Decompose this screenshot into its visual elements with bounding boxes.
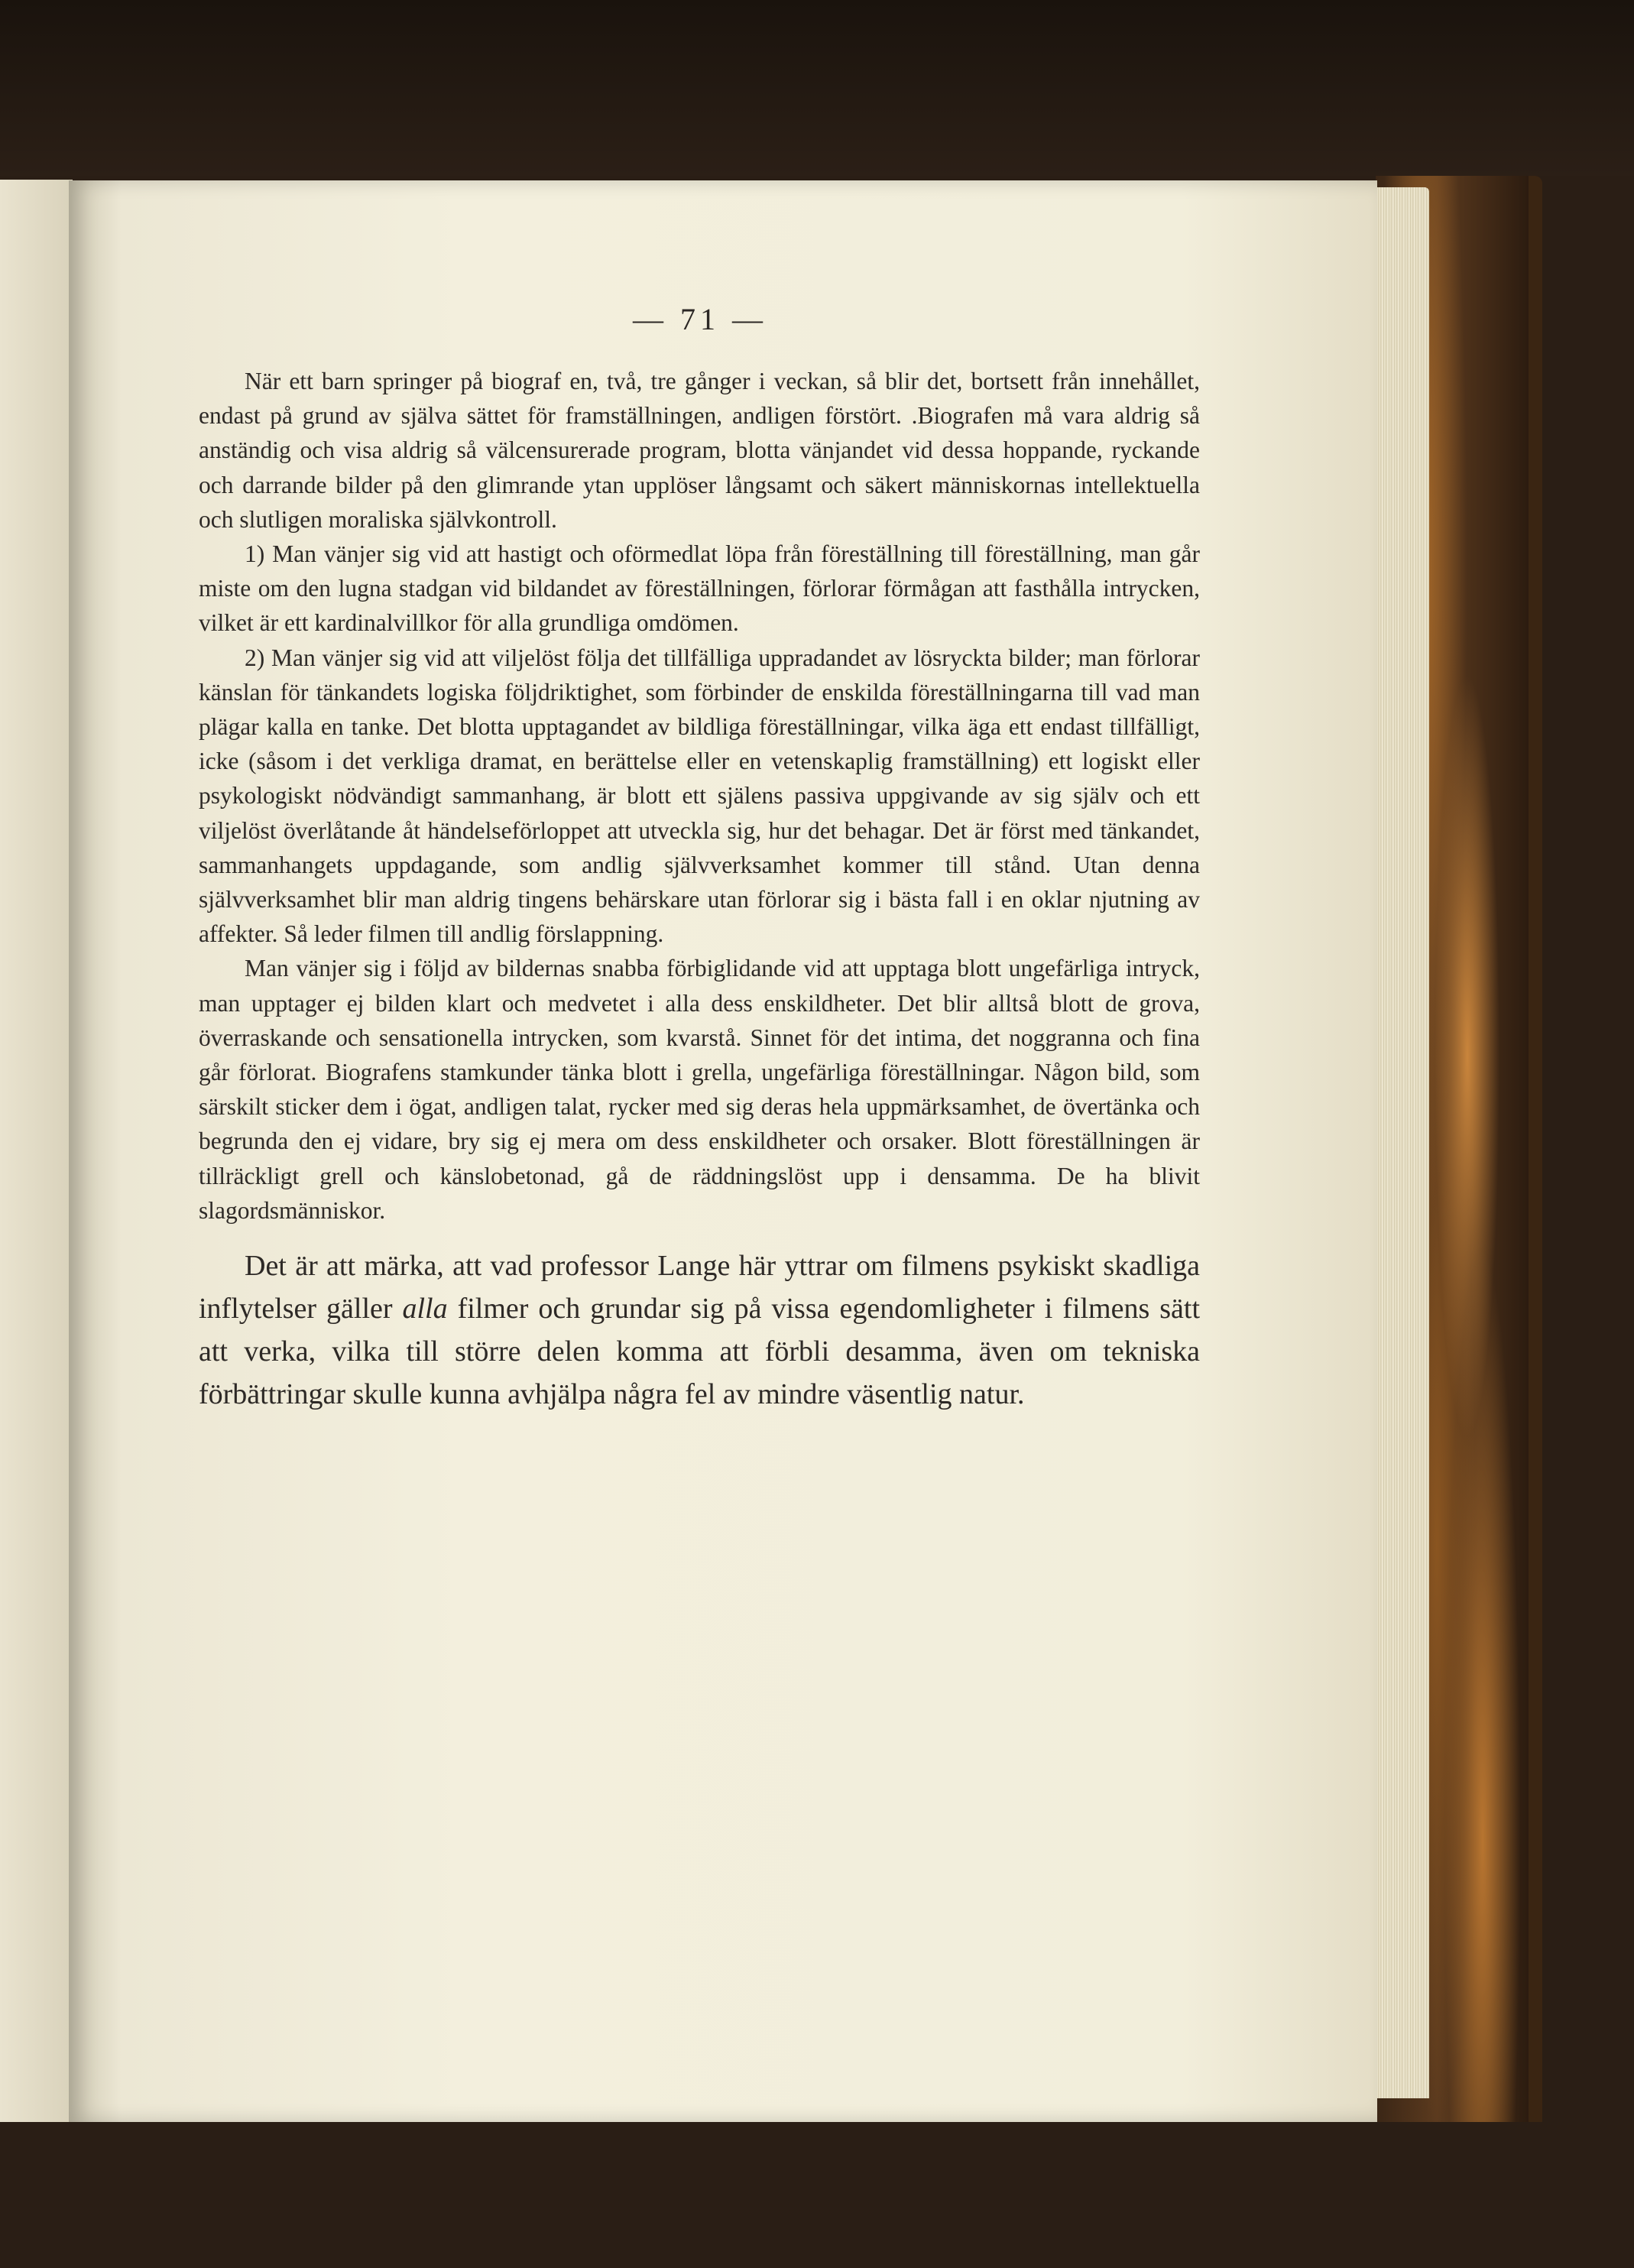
closing-text-after: filmer och grundar sig på vissa egendomligheter i filmens sätt att verka, vilka till större delen komma att förbli desamma, även om tekniska förbättringar skulle kunna avhjälpa några fel av mindre väsentlig natur.	[199, 1293, 1201, 1411]
background-top	[0, 0, 1634, 176]
paragraph: När ett barn springer på biograf en, två, tre gånger i veckan, så blir det, bortsett från innehållet, endast på grund av själva sättet för framställningen, andligen förstört. .Biografen må vara aldrig så anständig och visa aldrig så välcensurerade program, blotta vänjandet vid dessa hoppande, ryckande och darrande bilder på den glimrande ytan upplöser långsamt och säkert människornas intellektuella och slutligen moraliska självkontroll.	[199, 368, 1200, 533]
background-bottom	[0, 2122, 1634, 2268]
page-block-edges	[1368, 187, 1429, 2098]
book-page	[69, 180, 1377, 2122]
facing-page-edge	[0, 180, 73, 2137]
paragraph: 2) Man vänjer sig vid att viljelöst följa det tillfälliga uppradandet av lösryckta bilder; man förlorar känslan för tänkandets logiska följdriktighet, som förbinder de enskilda föreställningarna till vad man plägar kalla en tanke. Det blotta upptagandet av bildliga föreställningar, vilka äga ett endast tillfälligt, icke (såsom i det verkliga dramat, en berättelse eller en vetenskaplig framställning) ett logiskt eller psykologiskt nödvändigt sammanhang, är blott ett själens passiva uppgivande av sig själv och ett viljelöst överlåtande åt händelseförloppet att utveckla sig, hur det behagar. Det är först med tänkandet, sammanhangets uppdagande, som andlig självverksamhet kommer till stånd. Utan denna självverksamhet blir man aldrig tingens behärskare utan förlorar sig i bästa fall i en oklar njutning av affekter. Så leder filmen till andlig förslappning.	[199, 644, 1200, 948]
closing-text-before: Det är att märka, att vad professor Lange här yttrar om filmens psykiskt skadliga inflytelser gäller	[199, 1250, 1200, 1325]
page-number: — 71 —	[633, 302, 767, 336]
closing-paragraph	[199, 1244, 1200, 1416]
closing-emphasis: alla	[402, 1293, 448, 1325]
body-text	[199, 364, 1200, 1416]
paragraph: Man vänjer sig i följd av bildernas snabba förbiglidande vid att upptaga blott ungefärliga intryck, man upptager ej bilden klart och medvetet i alla dess enskildheter. Det blir alltså blott de grova, överraskande och sensationella intrycken, som kvarstå. Sinnet för det intima, det noggranna och fina går förlorat. Biografens stamkunder tänka blott i grella, ungefärliga föreställningar. Någon bild, som särskilt sticker dem i ögat, andligen talat, rycker med sig deras hela uppmärksamhet, de övertänka och begrunda den ej vidare, bry sig ej mera om dess enskildheter och orsaker. Blott föreställningen är tillräckligt grell och känslobetonad, gå de räddningslöst upp i densamma. De ha blivit slagordsmänniskor.	[199, 955, 1200, 1224]
paragraph: 1) Man vänjer sig vid att hastigt och oförmedlat löpa från föreställning till föreställning, man går miste om den lugna stadgan vid bildandet av föreställningen, förlorar förmågan att fasthålla intrycken, vilket är ett kardinalvillkor för alla grundliga omdömen.	[199, 540, 1200, 637]
